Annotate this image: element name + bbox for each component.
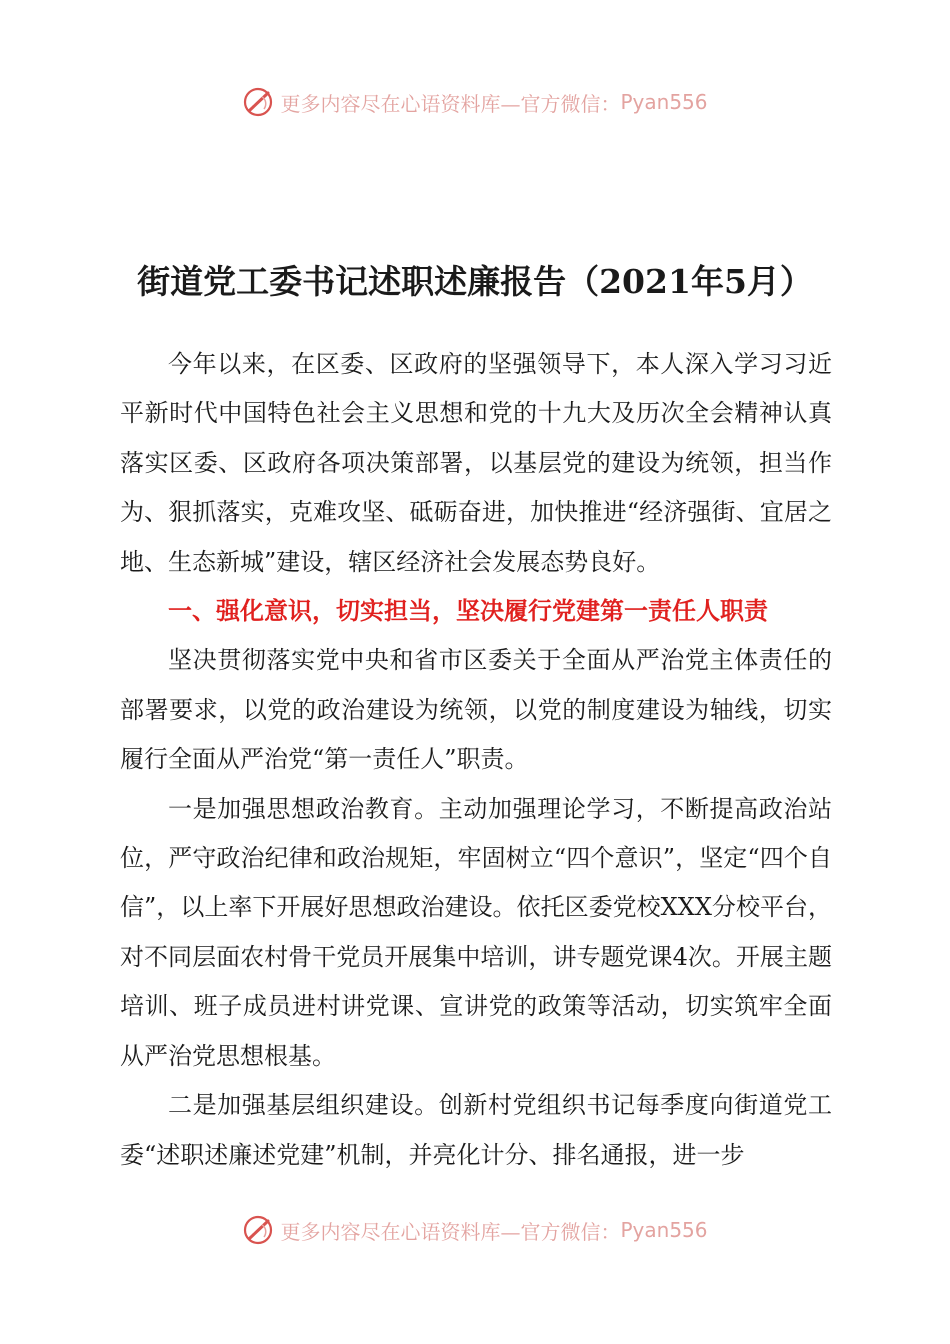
- document-title: 街道党工委书记述职述廉报告（2021年5月）: [137, 262, 813, 301]
- watermark-text: 更多内容尽在心语资料库—官方微信：: [280, 1219, 621, 1244]
- watermark-wechat-id: Pyan556: [620, 1218, 708, 1242]
- section1-paragraph-2: 一是加强思想政治教育。主动加强理论学习，不断提高政治站位，严守政治纪律和政治规矩，牢固树立“四个意识”，坚定“四个自信”，以上率下开展好思想政治建设。依托区委党校XXX分校平台，对不同层面农村骨干党员开展集中培训，讲专题党课4次。开展主题培训、班子成员进村讲党课、宣讲党的政策等活动，切实筑牢全面从严治党思想根基。: [120, 794, 832, 1070]
- document-body: [120, 340, 832, 1180]
- pen-logo-icon: [242, 85, 276, 119]
- intro-paragraph: 今年以来，在区委、区政府的坚强领导下，本人深入学习习近平新时代中国特色社会主义思想和党的十九大及历次全会精神认真落实区委、区政府各项决策部署，以基层党的建设为统领，担当作为、狠抓落实，克难攻坚、砥砺奋进，加快推进“经济强街、宜居之地、生态新城”建设，辖区经济社会发展态势良好。: [120, 350, 832, 576]
- pen-logo-icon: [242, 1213, 276, 1247]
- watermark-wechat-id: Pyan556: [620, 90, 708, 114]
- section-heading-1: 一、强化意识，切实担当，坚决履行党建第一责任人职责: [168, 597, 768, 626]
- watermark-text: 更多内容尽在心语资料库—官方微信：: [280, 91, 621, 116]
- watermark-footer: [0, 1210, 950, 1250]
- watermark-header: [0, 82, 950, 122]
- section1-paragraph-1: 坚决贯彻落实党中央和省市区委关于全面从严治党主体责任的部署要求，以党的政治建设为统领，以党的制度建设为轴线，切实履行全面从严治党“第一责任人”职责。: [120, 646, 832, 774]
- section1-paragraph-3: 二是加强基层组织建设。创新村党组织书记每季度向街道党工委“述职述廉述党建”机制，并亮化计分、排名通报，进一步: [120, 1091, 832, 1169]
